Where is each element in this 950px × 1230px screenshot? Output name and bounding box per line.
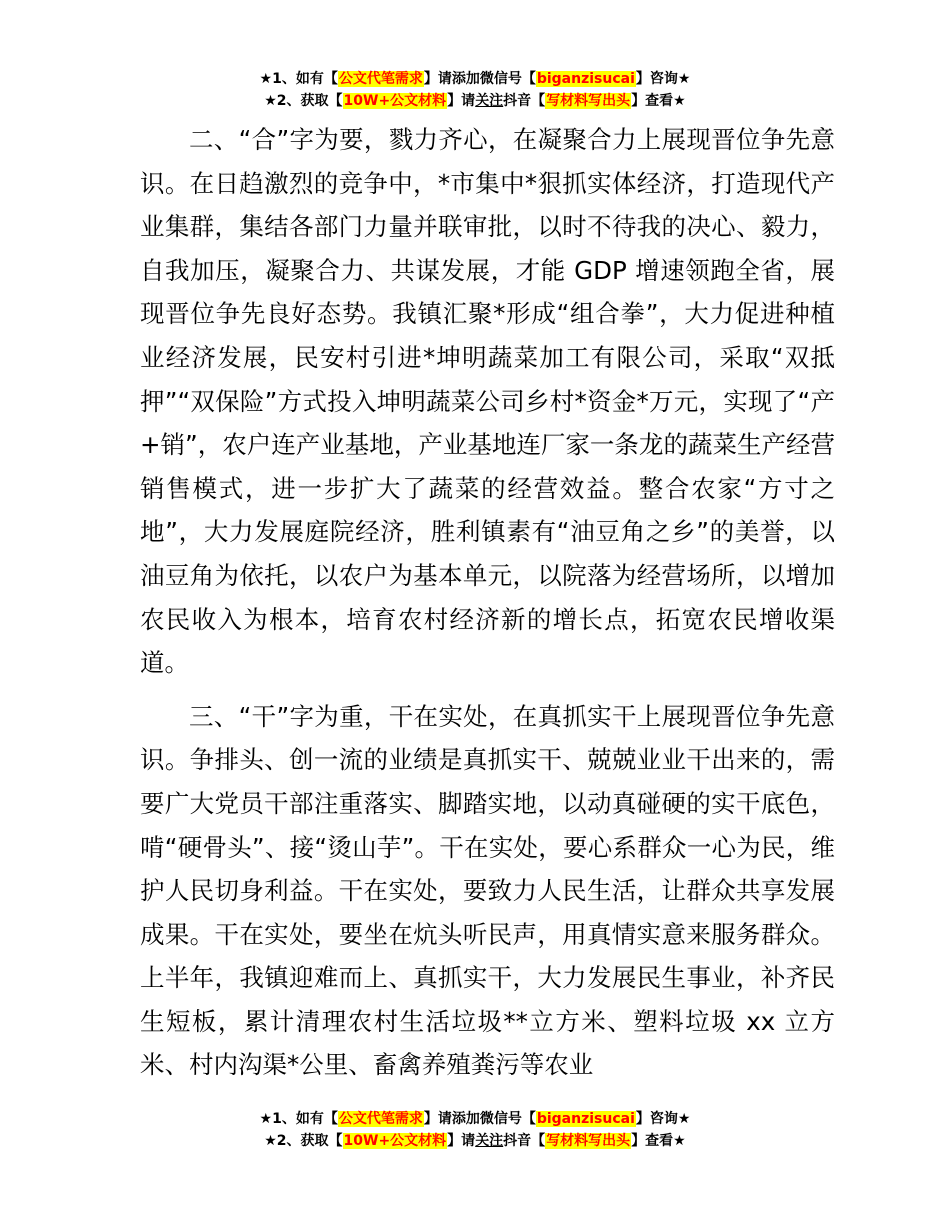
follow-underlined: 关注 xyxy=(475,1133,504,1149)
paragraph-he: 二、“合”字为要，戮力齐心，在凝聚合力上展现晋位争先意识。在日趋激烈的竞争中，*市集中*狠抓实体经济，打造现代产业集群，集结各部门力量并联审批，以时不待我的决心、毅力，自我加压，凝聚合力、共谋发展，才能 GDP 增速领跑全省，展现晋位争先良好态势。我镇汇聚*形成“组合拳”，大力促进种植业经济发展，民安村引进*坤明蔬菜加工有限公司，采取“双抵押”“双保险”方式投入坤明蔬菜公司乡村*资金*万元，实现了“产+销”，农户连产业基地，产业基地连厂家一条龙的蔬菜生产经营销售模式，进一步扩大了蔬菜的经营效益。整合农家“方寸之地”，大力发展庭院经济，胜利镇素有“油豆角之乡”的美誉，以油豆角为依托，以农户为基本单元，以院落为经营场所，以增加农民收入为根本，培育农村经济新的增长点，拓宽农民增收渠道。 xyxy=(140,125,835,678)
header-notice xyxy=(0,68,950,112)
materials-highlight: 10W+公文材料 xyxy=(343,1133,447,1149)
wechat-id-highlight: biganzisucai xyxy=(536,1111,635,1127)
douyin-highlight: 写材料写出头 xyxy=(546,1133,631,1149)
paragraph-gan: 三、“干”字为重，干在实处，在真抓实干上展现晋位争先意识。争排头、创一流的业绩是真抓实干、兢兢业业干出来的，需要广大党员干部注重落实、脚踏实地，以动真碰硬的实干底色，啃“硬骨头”、接“烫山芋”。干在实处，要心系群众一心为民，维护人民切身利益。干在实处，要致力人民生活，让群众共享发展成果。干在实处，要坐在炕头听民声，用真情实意来服务群众。上半年，我镇迎难而上、真抓实干，大力发展民生事业，补齐民生短板，累计清理农村生活垃圾**立方米、塑料垃圾 xx 立方米、村内沟渠*公里、畜禽养殖粪污等农业 xyxy=(140,701,835,1080)
footer-notice xyxy=(0,1108,950,1152)
notice-line-2: ★2、获取【10W+公文材料】请关注抖音【写材料写出头】查看★ xyxy=(264,1133,686,1149)
document-body xyxy=(140,118,835,1087)
douyin-highlight: 写材料写出头 xyxy=(546,93,631,109)
notice-line-1: ★1、如有【公文代笔需求】请添加微信号【biganzisucai】咨询★ xyxy=(259,71,691,87)
follow-underlined: 关注 xyxy=(475,93,504,109)
notice-line-2: ★2、获取【10W+公文材料】请关注抖音【写材料写出头】查看★ xyxy=(264,93,686,109)
notice-line-1: ★1、如有【公文代笔需求】请添加微信号【biganzisucai】咨询★ xyxy=(259,1111,691,1127)
ghostwriting-highlight: 公文代笔需求 xyxy=(338,1111,423,1127)
wechat-id-highlight: biganzisucai xyxy=(536,71,635,87)
ghostwriting-highlight: 公文代笔需求 xyxy=(338,71,423,87)
materials-highlight: 10W+公文材料 xyxy=(343,93,447,109)
